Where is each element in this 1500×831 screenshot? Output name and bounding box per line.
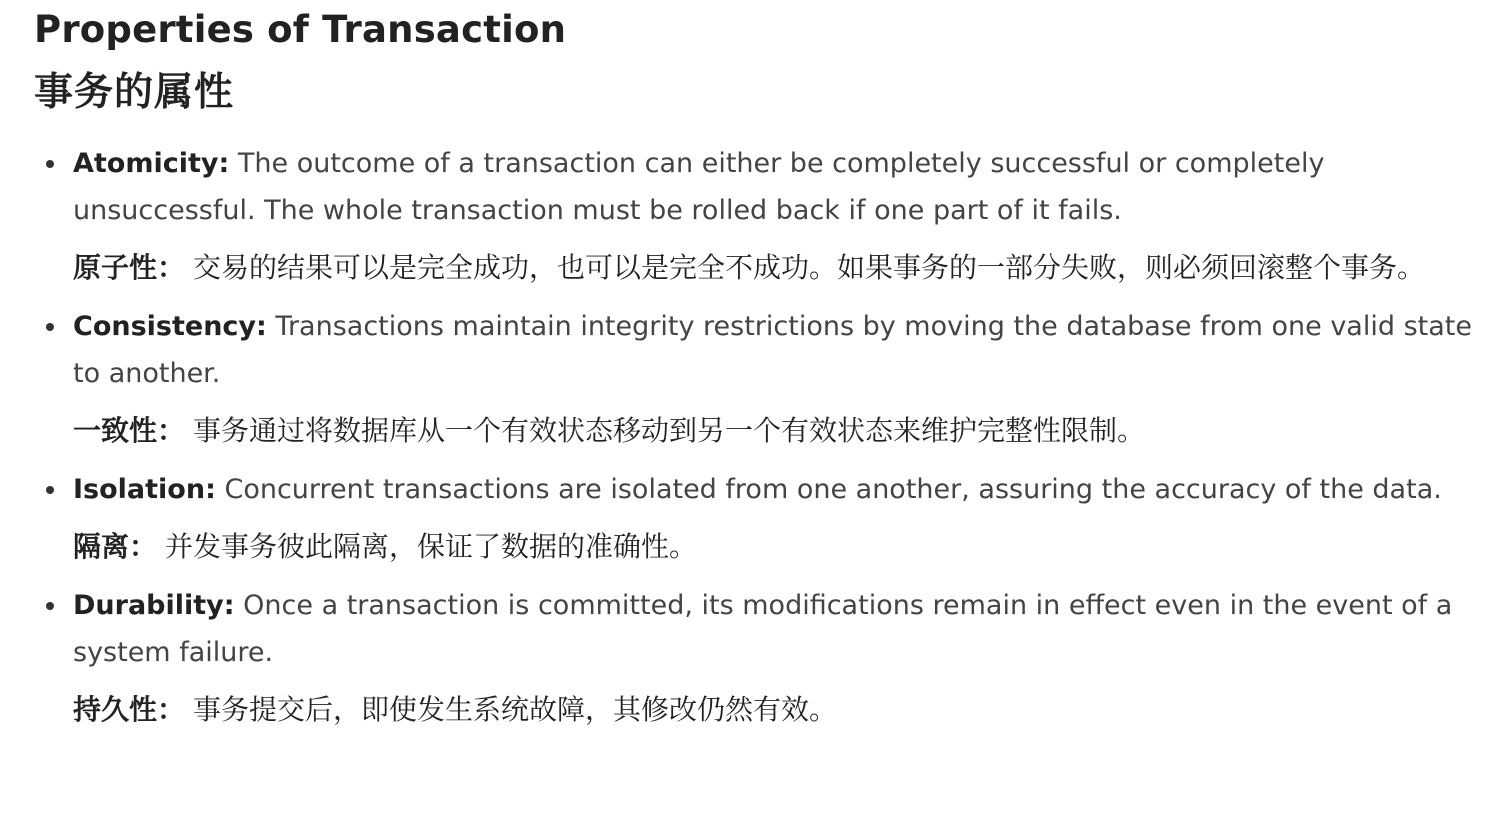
property-chinese-description <box>73 408 1476 454</box>
property-description-english: The outcome of a transaction can either be completely successful or completely unsuccessful. The whole transaction must be rolled back if one part of it fails. <box>73 148 1325 226</box>
property-english-description <box>73 303 1476 397</box>
property-atomicity <box>34 140 1476 291</box>
property-chinese-description <box>73 687 1476 733</box>
bullet-icon <box>46 160 54 168</box>
property-description-chinese: 交易的结果可以是完全成功，也可以是完全不成功。如果事务的一部分失败，则必须回滚整个事务。 <box>193 251 1426 284</box>
property-term-chinese: 隔离： <box>73 530 158 563</box>
property-term-english: Isolation: <box>73 474 216 505</box>
property-english-description <box>73 140 1476 234</box>
page-title-chinese: 事务的属性 <box>34 70 235 115</box>
property-durability <box>34 582 1476 733</box>
property-description-english: Concurrent transactions are isolated from one another, assuring the accuracy of the data. <box>224 474 1442 505</box>
property-description-chinese: 事务通过将数据库从一个有效状态移动到另一个有效状态来维护完整性限制。 <box>193 414 1146 447</box>
property-english-description <box>73 582 1476 676</box>
property-term-chinese: 持久性： <box>73 693 186 726</box>
property-description-chinese: 并发事务彼此隔离，保证了数据的准确性。 <box>165 530 698 563</box>
property-description-english: Once a transaction is committed, its modifications remain in effect even in the event of a system failure. <box>73 590 1453 668</box>
property-term-chinese: 一致性： <box>73 414 186 447</box>
property-english-description <box>73 466 1476 513</box>
bullet-icon <box>46 323 54 331</box>
property-description-chinese: 事务提交后，即使发生系统故障，其修改仍然有效。 <box>193 693 838 726</box>
bullet-icon <box>46 486 54 494</box>
page-title-english: Properties of Transaction <box>34 8 567 51</box>
bullet-icon <box>46 602 54 610</box>
property-term-english: Consistency: <box>73 311 267 342</box>
property-consistency <box>34 303 1476 454</box>
property-term-chinese: 原子性： <box>73 251 186 284</box>
property-chinese-description <box>73 524 1476 570</box>
property-term-english: Durability: <box>73 590 235 621</box>
property-description-english: Transactions maintain integrity restrictions by moving the database from one valid state to another. <box>73 311 1472 389</box>
property-isolation <box>34 466 1476 570</box>
property-term-english: Atomicity: <box>73 148 230 179</box>
transaction-properties-list <box>34 140 1476 733</box>
property-chinese-description <box>73 245 1476 291</box>
